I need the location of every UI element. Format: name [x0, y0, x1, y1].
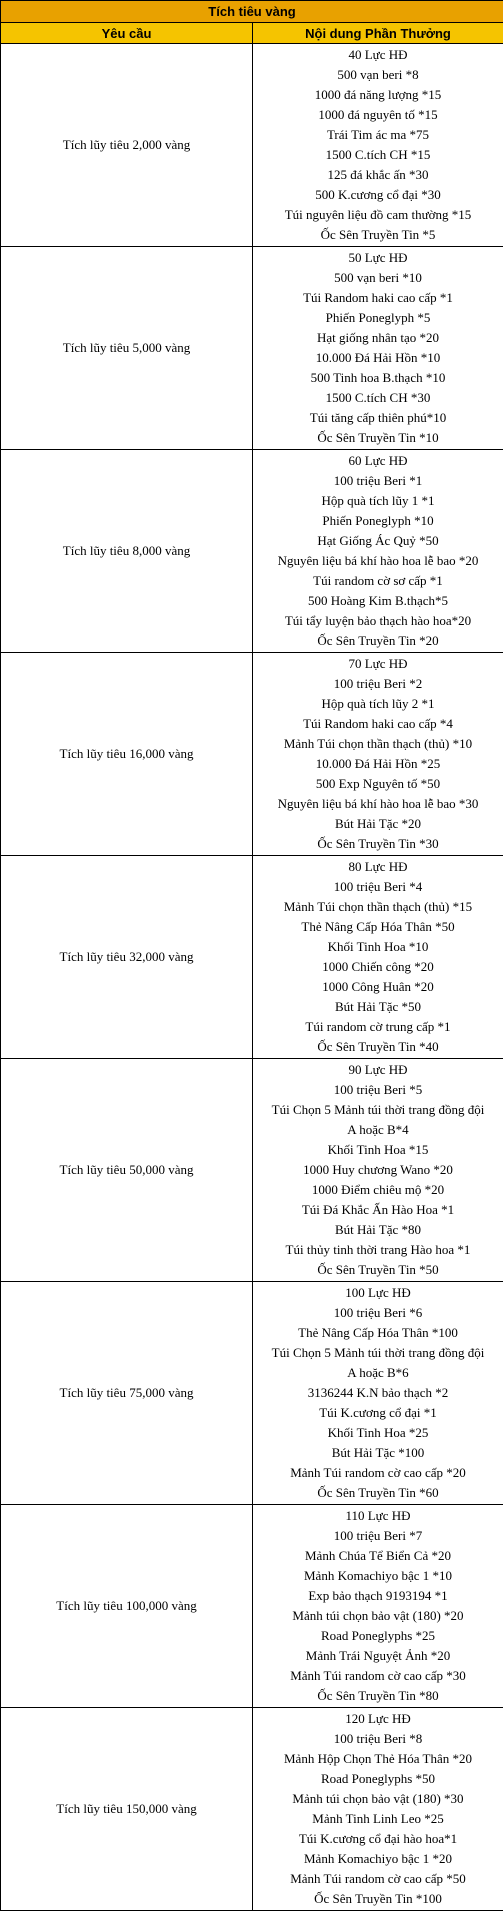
reward-item: 1000 Chiến công *20 [253, 957, 503, 977]
reward-item: 100 triệu Beri *2 [253, 674, 503, 694]
reward-item: Nguyên liệu bá khí hào hoa lễ bao *20 [253, 551, 503, 571]
tier-row [1, 1708, 503, 1911]
reward-item: A hoặc B*6 [253, 1363, 503, 1383]
tier-rewards [253, 1282, 503, 1505]
reward-item: Road Poneglyphs *50 [253, 1769, 503, 1789]
reward-item: Trái Tim ác ma *75 [253, 125, 503, 145]
reward-item: Túi Random haki cao cấp *4 [253, 714, 503, 734]
reward-item: Ốc Sên Truyền Tin *10 [253, 428, 503, 448]
tier-row [1, 1282, 503, 1505]
title-row [1, 1, 503, 23]
reward-item: Túi K.cương cổ đại *1 [253, 1403, 503, 1423]
reward-item: Mảnh Túi chọn thần thạch (thủ) *15 [253, 897, 503, 917]
tier-row [1, 1505, 503, 1708]
tier-rewards [253, 856, 503, 1059]
reward-item: Hộp quà tích lũy 1 *1 [253, 491, 503, 511]
reward-item: Mảnh Túi chọn thần thạch (thủ) *10 [253, 734, 503, 754]
reward-item: Exp bảo thạch 9193194 *1 [253, 1586, 503, 1606]
reward-item: 1500 C.tích CH *15 [253, 145, 503, 165]
reward-item: 500 Exp Nguyên tố *50 [253, 774, 503, 794]
reward-item: Phiến Poneglyph *10 [253, 511, 503, 531]
reward-item: 100 Lực HĐ [253, 1283, 503, 1303]
reward-item: 500 Hoàng Kim B.thạch*5 [253, 591, 503, 611]
reward-item: Túi tẩy luyện bảo thạch hào hoa*20 [253, 611, 503, 631]
reward-item: Mảnh túi chọn bảo vật (180) *30 [253, 1789, 503, 1809]
tier-requirement: Tích lũy tiêu 75,000 vàng [1, 1282, 253, 1505]
reward-item: Bút Hải Tặc *100 [253, 1443, 503, 1463]
reward-item: Thẻ Nâng Cấp Hóa Thân *50 [253, 917, 503, 937]
tier-list [1, 44, 503, 1911]
reward-item: Mảnh túi chọn bảo vật (180) *20 [253, 1606, 503, 1626]
tier-requirement: Tích lũy tiêu 150,000 vàng [1, 1708, 253, 1911]
reward-item: Túi Chọn 5 Mảnh túi thời trang đồng đội [253, 1100, 503, 1120]
reward-item: 1500 C.tích CH *30 [253, 388, 503, 408]
reward-item: Ốc Sên Truyền Tin *50 [253, 1260, 503, 1280]
reward-item: Hạt giống nhân tạo *20 [253, 328, 503, 348]
reward-item: Phiến Poneglyph *5 [253, 308, 503, 328]
reward-item: Mảnh Komachiyo bậc 1 *10 [253, 1566, 503, 1586]
reward-item: 1000 Huy chương Wano *20 [253, 1160, 503, 1180]
tier-row [1, 44, 503, 247]
reward-item: Thẻ Nâng Cấp Hóa Thân *100 [253, 1323, 503, 1343]
reward-item: 100 triệu Beri *4 [253, 877, 503, 897]
reward-item: 100 triệu Beri *6 [253, 1303, 503, 1323]
reward-item: 1000 đá nguyên tố *15 [253, 105, 503, 125]
tier-requirement: Tích lũy tiêu 16,000 vàng [1, 653, 253, 856]
reward-item: 1000 Công Huân *20 [253, 977, 503, 997]
reward-item: 120 Lực HĐ [253, 1709, 503, 1729]
tier-requirement: Tích lũy tiêu 32,000 vàng [1, 856, 253, 1059]
tier-rewards [253, 1708, 503, 1911]
reward-item: 100 triệu Beri *8 [253, 1729, 503, 1749]
tier-rewards [253, 44, 503, 247]
reward-item: Mảnh Hộp Chọn Thẻ Hóa Thân *20 [253, 1749, 503, 1769]
reward-item: Túi Chọn 5 Mảnh túi thời trang đồng đội [253, 1343, 503, 1363]
reward-item: Túi tăng cấp thiên phú*10 [253, 408, 503, 428]
reward-item: 100 triệu Beri *7 [253, 1526, 503, 1546]
tier-rewards [253, 1059, 503, 1282]
reward-item: Ốc Sên Truyền Tin *20 [253, 631, 503, 651]
reward-item: A hoặc B*4 [253, 1120, 503, 1140]
reward-item: Ốc Sên Truyền Tin *30 [253, 834, 503, 854]
header-rewards: Nội dung Phần Thưởng [253, 23, 503, 44]
reward-item: Túi Đá Khắc Ấn Hào Hoa *1 [253, 1200, 503, 1220]
header-requirement: Yêu cầu [1, 23, 253, 44]
reward-item: Mảnh Komachiyo bậc 1 *20 [253, 1849, 503, 1869]
reward-item: Mảnh Túi random cờ cao cấp *50 [253, 1869, 503, 1889]
reward-item: 500 K.cương cổ đại *30 [253, 185, 503, 205]
reward-item: 500 Tinh hoa B.thạch *10 [253, 368, 503, 388]
reward-item: 100 triệu Beri *1 [253, 471, 503, 491]
tier-requirement: Tích lũy tiêu 2,000 vàng [1, 44, 253, 247]
reward-item: Hộp quà tích lũy 2 *1 [253, 694, 503, 714]
reward-item: Túi nguyên liệu đồ cam thường *15 [253, 205, 503, 225]
reward-item: Road Poneglyphs *25 [253, 1626, 503, 1646]
reward-item: Túi random cờ trung cấp *1 [253, 1017, 503, 1037]
sheet-title: Tích tiêu vàng [1, 1, 503, 23]
tier-rewards [253, 450, 503, 653]
reward-item: 500 vạn beri *8 [253, 65, 503, 85]
reward-item: 10.000 Đá Hải Hồn *25 [253, 754, 503, 774]
reward-item: 1000 Điểm chiêu mộ *20 [253, 1180, 503, 1200]
tier-requirement: Tích lũy tiêu 50,000 vàng [1, 1059, 253, 1282]
reward-item: 3136244 K.N bảo thạch *2 [253, 1383, 503, 1403]
reward-item: Mảnh Tinh Linh Leo *25 [253, 1809, 503, 1829]
reward-item: 40 Lực HĐ [253, 45, 503, 65]
tier-requirement: Tích lũy tiêu 8,000 vàng [1, 450, 253, 653]
reward-item: Ốc Sên Truyền Tin *100 [253, 1889, 503, 1909]
header-row [1, 23, 503, 44]
reward-item: Mảnh Túi random cờ cao cấp *30 [253, 1666, 503, 1686]
tier-rewards [253, 247, 503, 450]
reward-item: 90 Lực HĐ [253, 1060, 503, 1080]
reward-item: Túi thủy tinh thời trang Hào hoa *1 [253, 1240, 503, 1260]
tier-row [1, 653, 503, 856]
reward-item: Mảnh Túi random cờ cao cấp *20 [253, 1463, 503, 1483]
tier-rewards [253, 1505, 503, 1708]
reward-item: 10.000 Đá Hải Hồn *10 [253, 348, 503, 368]
tier-requirement: Tích lũy tiêu 5,000 vàng [1, 247, 253, 450]
reward-item: Túi K.cương cổ đại hào hoa*1 [253, 1829, 503, 1849]
reward-item: 500 vạn beri *10 [253, 268, 503, 288]
reward-item: Mảnh Trái Nguyệt Ảnh *20 [253, 1646, 503, 1666]
reward-item: 125 đá khắc ấn *30 [253, 165, 503, 185]
reward-item: Nguyên liệu bá khí hào hoa lễ bao *30 [253, 794, 503, 814]
tier-requirement: Tích lũy tiêu 100,000 vàng [1, 1505, 253, 1708]
reward-item: Bút Hải Tặc *80 [253, 1220, 503, 1240]
reward-item: 1000 đá năng lượng *15 [253, 85, 503, 105]
reward-item: 50 Lực HĐ [253, 248, 503, 268]
reward-item: 100 triệu Beri *5 [253, 1080, 503, 1100]
tier-row [1, 1059, 503, 1282]
reward-item: Bút Hải Tặc *50 [253, 997, 503, 1017]
reward-item: Khối Tinh Hoa *15 [253, 1140, 503, 1160]
reward-item: 70 Lực HĐ [253, 654, 503, 674]
reward-item: Khối Tinh Hoa *25 [253, 1423, 503, 1443]
reward-item: Ốc Sên Truyền Tin *40 [253, 1037, 503, 1057]
reward-item: 110 Lực HĐ [253, 1506, 503, 1526]
reward-item: Ốc Sên Truyền Tin *80 [253, 1686, 503, 1706]
tier-rewards [253, 653, 503, 856]
reward-item: 80 Lực HĐ [253, 857, 503, 877]
tier-row [1, 856, 503, 1059]
reward-item: Hạt Giống Ác Quỷ *50 [253, 531, 503, 551]
reward-item: 60 Lực HĐ [253, 451, 503, 471]
tier-row [1, 247, 503, 450]
reward-item: Túi Random haki cao cấp *1 [253, 288, 503, 308]
reward-item: Bút Hải Tặc *20 [253, 814, 503, 834]
reward-item: Ốc Sên Truyền Tin *5 [253, 225, 503, 245]
reward-item: Mảnh Chúa Tể Biển Cả *20 [253, 1546, 503, 1566]
reward-item: Khối Tinh Hoa *10 [253, 937, 503, 957]
reward-item: Ốc Sên Truyền Tin *60 [253, 1483, 503, 1503]
reward-item: Túi random cờ sơ cấp *1 [253, 571, 503, 591]
tier-row [1, 450, 503, 653]
